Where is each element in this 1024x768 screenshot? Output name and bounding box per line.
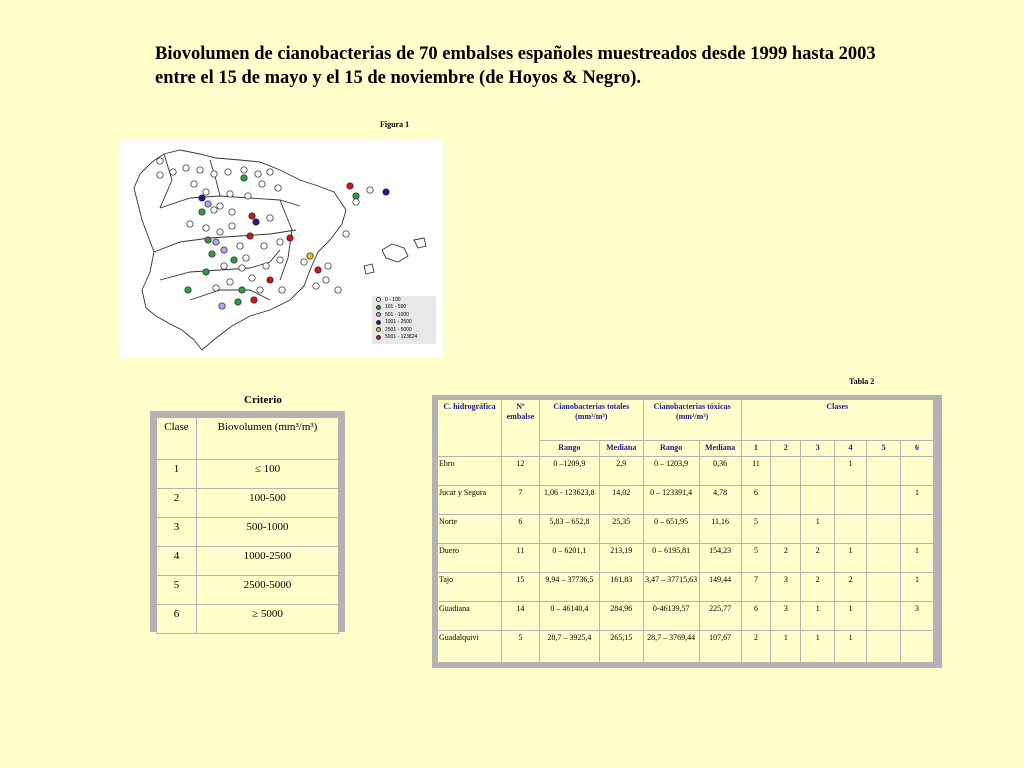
reservoir-point <box>323 277 329 283</box>
legend-dot-icon <box>376 305 381 310</box>
table-cell <box>771 515 801 544</box>
reservoir-point <box>205 201 211 207</box>
table-cell: 1 <box>835 457 867 486</box>
table-cell: 6 <box>157 605 197 634</box>
legend-dot-icon <box>376 335 381 340</box>
header-cell: Mediana <box>699 441 741 457</box>
table-cell: 161,83 <box>599 573 643 602</box>
table-cell: 1 <box>835 544 867 573</box>
legend-label: 5001 - 123824 <box>385 334 418 341</box>
table-cell: 0 –1209,9 <box>539 457 599 486</box>
header-cell: Cianobacterias totales (mm³/m³) <box>539 400 643 441</box>
table-cell: 284,96 <box>599 602 643 631</box>
table-cell <box>771 457 801 486</box>
table-cell: ≥ 5000 <box>196 605 338 634</box>
table-header-row <box>438 400 934 441</box>
reservoir-point <box>343 231 349 237</box>
table-cell: 149,44 <box>699 573 741 602</box>
table-cell: 0 – 123391,4 <box>643 486 699 515</box>
legend-label: 0 - 100 <box>385 296 401 303</box>
reservoir-point <box>249 213 255 219</box>
table-cell: 1 <box>901 544 934 573</box>
table-cell: 265,15 <box>599 631 643 663</box>
table-cell: 225,77 <box>699 602 741 631</box>
reservoir-point <box>199 209 205 215</box>
reservoir-point <box>213 285 219 291</box>
table-cell <box>867 573 901 602</box>
reservoir-point <box>231 257 237 263</box>
table-row <box>157 518 339 547</box>
table-cell: 500-1000 <box>196 518 338 547</box>
reservoir-point <box>183 165 189 171</box>
reservoir-point <box>313 283 319 289</box>
peninsula-outline <box>134 150 346 350</box>
table-cell: 4,78 <box>699 486 741 515</box>
table-cell: 100-500 <box>196 489 338 518</box>
table-cell: 11 <box>741 457 771 486</box>
balearic-island <box>364 264 374 274</box>
header-cell: Clases <box>741 400 933 441</box>
reservoir-point <box>203 225 209 231</box>
table-row <box>438 457 934 486</box>
legend-item <box>372 311 436 319</box>
criterio-table <box>156 417 339 634</box>
table-cell: 3 <box>771 602 801 631</box>
reservoir-point <box>227 191 233 197</box>
legend-label: 101 - 500 <box>385 304 407 311</box>
table-cell <box>867 486 901 515</box>
reservoir-point <box>239 265 245 271</box>
tabla-body <box>438 457 934 663</box>
table-cell: 6 <box>741 602 771 631</box>
legend-dot-icon <box>376 297 381 302</box>
legend-dot-icon <box>376 320 381 325</box>
reservoir-point <box>213 239 219 245</box>
table-cell: 7 <box>501 486 539 515</box>
table-cell: 28,7 – 3925,4 <box>539 631 599 663</box>
reservoir-point <box>267 169 273 175</box>
reservoir-point <box>367 187 373 193</box>
table-cell: 11 <box>501 544 539 573</box>
header-cell: 2 <box>771 441 801 457</box>
reservoir-point <box>257 287 263 293</box>
criterio-title: Criterio <box>244 394 282 406</box>
table-cell: Ebro <box>438 457 502 486</box>
reservoir-point <box>267 277 273 283</box>
reservoir-point <box>353 199 359 205</box>
legend-item <box>372 304 436 312</box>
table-cell <box>771 486 801 515</box>
table-cell: 14 <box>501 602 539 631</box>
reservoir-point <box>211 171 217 177</box>
reservoir-point <box>267 215 273 221</box>
reservoir-point <box>383 189 389 195</box>
table-cell <box>901 457 934 486</box>
table-row <box>438 515 934 544</box>
table-cell: 6 <box>741 486 771 515</box>
table-cell: 1 <box>801 515 835 544</box>
header-cell: Rango <box>539 441 599 457</box>
table-cell: Duero <box>438 544 502 573</box>
legend-label: 2501 - 5000 <box>385 326 412 333</box>
reservoir-point <box>191 181 197 187</box>
table-cell: 0 – 6201,1 <box>539 544 599 573</box>
table-cell: Guadalquivi <box>438 631 502 663</box>
table-cell: 2,9 <box>599 457 643 486</box>
table-row <box>438 602 934 631</box>
table-cell: 1 <box>835 631 867 663</box>
reservoir-point <box>209 251 215 257</box>
reservoir-point <box>353 193 359 199</box>
table-cell: 9,94 – 37736,5 <box>539 573 599 602</box>
table-cell: 2 <box>835 573 867 602</box>
reservoir-point <box>249 275 255 281</box>
reservoir-point <box>325 263 331 269</box>
reservoir-point <box>205 237 211 243</box>
reservoir-point <box>239 287 245 293</box>
reservoir-point <box>315 267 321 273</box>
reservoir-point <box>197 167 203 173</box>
table-cell: 28,7 – 3769,44 <box>643 631 699 663</box>
table-cell <box>867 515 901 544</box>
table-cell: 3 <box>157 518 197 547</box>
reservoir-point <box>157 172 163 178</box>
reservoir-point <box>241 175 247 181</box>
legend-item <box>372 296 436 304</box>
table-cell: 12 <box>501 457 539 486</box>
table-cell: 107,67 <box>699 631 741 663</box>
table-cell: Tajo <box>438 573 502 602</box>
table-cell: 0,36 <box>699 457 741 486</box>
basin-border <box>160 196 300 208</box>
table-cell <box>867 457 901 486</box>
reservoir-point <box>251 297 257 303</box>
legend-item <box>372 319 436 327</box>
reservoir-point <box>229 209 235 215</box>
table-cell: 1 <box>901 486 934 515</box>
header-cell: Biovolumen (mm³/m³) <box>196 418 338 460</box>
reservoir-point <box>199 195 205 201</box>
table-cell <box>835 486 867 515</box>
reservoir-point <box>225 169 231 175</box>
table-cell <box>867 602 901 631</box>
table-cell: 0-46139,57 <box>643 602 699 631</box>
legend-item <box>372 334 436 342</box>
header-cell: Nº embalse <box>501 400 539 457</box>
reservoir-point <box>187 221 193 227</box>
table-cell <box>901 515 934 544</box>
reservoir-point <box>277 257 283 263</box>
reservoir-point <box>241 167 247 173</box>
table-row <box>438 573 934 602</box>
reservoir-point <box>211 207 217 213</box>
header-cell: 1 <box>741 441 771 457</box>
reservoir-point <box>221 247 227 253</box>
reservoir-point <box>229 223 235 229</box>
reservoir-point <box>217 203 223 209</box>
table-row <box>438 631 934 663</box>
reservoir-point <box>185 287 191 293</box>
table-cell: 154,23 <box>699 544 741 573</box>
reservoir-point <box>347 183 353 189</box>
reservoir-point <box>259 181 265 187</box>
table-cell: 213,19 <box>599 544 643 573</box>
reservoir-point <box>227 279 233 285</box>
table-cell: 1,06 - 123623,8 <box>539 486 599 515</box>
table-cell: 2 <box>771 544 801 573</box>
table-row <box>157 605 339 634</box>
reservoir-point <box>217 229 223 235</box>
table-cell: Jucar y Segura <box>438 486 502 515</box>
header-cell: Clase <box>157 418 197 460</box>
header-cell: 5 <box>867 441 901 457</box>
table-row <box>157 460 339 489</box>
header-cell: Rango <box>643 441 699 457</box>
reservoir-point <box>301 259 307 265</box>
reservoir-point <box>255 171 261 177</box>
table-cell: 5,83 – 652,8 <box>539 515 599 544</box>
table-cell: 1 <box>801 631 835 663</box>
table-cell: 2 <box>157 489 197 518</box>
table-cell: 1 <box>901 573 934 602</box>
table-cell: 7 <box>741 573 771 602</box>
criterio-table-frame <box>150 411 345 632</box>
reservoir-point <box>243 255 249 261</box>
table-cell: 1 <box>835 602 867 631</box>
table-cell: 1 <box>771 631 801 663</box>
table-cell: 11,16 <box>699 515 741 544</box>
table-row <box>438 486 934 515</box>
table-cell: 3,47 – 37715,63 <box>643 573 699 602</box>
table-cell <box>835 515 867 544</box>
table-cell: 1000-2500 <box>196 547 338 576</box>
table-cell: 0 – 651,95 <box>643 515 699 544</box>
table-cell <box>801 457 835 486</box>
table-cell: 5 <box>501 631 539 663</box>
reservoir-point <box>235 299 241 305</box>
reservoir-point <box>261 243 267 249</box>
reservoir-point <box>247 233 253 239</box>
balearic-island <box>414 238 426 248</box>
reservoir-point <box>237 243 243 249</box>
page-title: Biovolumen de cianobacterias de 70 embalses españoles muestreados desde 1999 hasta 2003 entre el 15 de mayo y el 15 de noviembre (de Hoyos & Negro). <box>155 44 876 88</box>
table-label: Tabla 2 <box>849 377 875 386</box>
table-cell: 5 <box>741 515 771 544</box>
basin-border <box>210 160 220 196</box>
table-cell: 0 – 46140,4 <box>539 602 599 631</box>
table-cell: 6 <box>501 515 539 544</box>
reservoir-point <box>221 263 227 269</box>
reservoir-point <box>219 303 225 309</box>
reservoir-point <box>275 185 281 191</box>
table-cell: 0 – 1203,9 <box>643 457 699 486</box>
table-cell: 4 <box>157 547 197 576</box>
reservoir-point <box>253 219 259 225</box>
balearic-island <box>382 244 408 262</box>
legend-label: 501 - 1000 <box>385 311 409 318</box>
reservoir-point <box>335 287 341 293</box>
table-row <box>157 489 339 518</box>
tabla-frame <box>432 395 942 668</box>
table-cell <box>801 486 835 515</box>
header-cell: 4 <box>835 441 867 457</box>
table-cell <box>867 631 901 663</box>
header-cell: 6 <box>901 441 934 457</box>
table-cell <box>901 631 934 663</box>
legend-item <box>372 326 436 334</box>
header-cell: Mediana <box>599 441 643 457</box>
table-cell: 1 <box>157 460 197 489</box>
table-cell: 2500-5000 <box>196 576 338 605</box>
reservoir-point <box>157 158 163 164</box>
header-cell: 3 <box>801 441 835 457</box>
table-cell: 2 <box>741 631 771 663</box>
table-header-row <box>157 418 339 460</box>
header-cell: Cianobacterias tóxicas (mm³/m³) <box>643 400 741 441</box>
reservoir-point <box>287 235 293 241</box>
legend-label: 1001 - 2500 <box>385 319 412 326</box>
figure-label: Figura 1 <box>380 120 410 129</box>
table-cell: 0 – 6195,81 <box>643 544 699 573</box>
table-cell: 15 <box>501 573 539 602</box>
table-cell: 3 <box>771 573 801 602</box>
table-cell: 2 <box>801 544 835 573</box>
basin-border <box>160 250 280 280</box>
reservoir-point <box>203 269 209 275</box>
tabla-table <box>437 399 934 663</box>
table-cell: Norte <box>438 515 502 544</box>
reservoir-point <box>245 193 251 199</box>
reservoir-point <box>170 169 176 175</box>
table-cell: ≤ 100 <box>196 460 338 489</box>
reservoir-point <box>277 239 283 245</box>
reservoir-point <box>203 189 209 195</box>
table-cell: 3 <box>901 602 934 631</box>
table-row <box>157 576 339 605</box>
reservoir-point <box>279 287 285 293</box>
map-legend <box>372 296 436 344</box>
table-cell: 5 <box>157 576 197 605</box>
table-cell: 25,35 <box>599 515 643 544</box>
table-cell: 1 <box>801 602 835 631</box>
table-cell: 14,02 <box>599 486 643 515</box>
table-cell: Guadiana <box>438 602 502 631</box>
legend-dot-icon <box>376 327 381 332</box>
table-row <box>438 544 934 573</box>
header-cell: C. hidrográfica <box>438 400 502 457</box>
table-cell: 5 <box>741 544 771 573</box>
reservoir-point <box>307 253 313 259</box>
table-cell <box>867 544 901 573</box>
reservoir-point <box>263 263 269 269</box>
table-cell: 2 <box>801 573 835 602</box>
table-row <box>157 547 339 576</box>
legend-dot-icon <box>376 312 381 317</box>
